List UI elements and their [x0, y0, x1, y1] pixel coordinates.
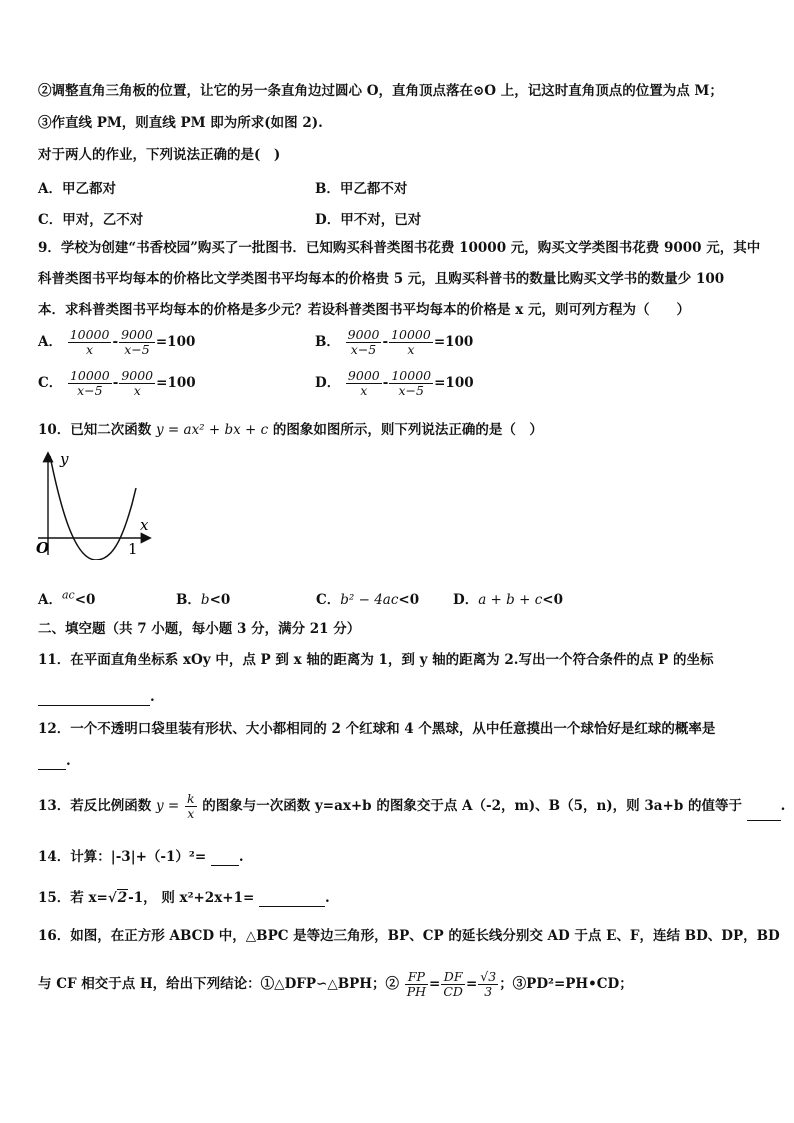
- q9-line1: 9．学校为创建“书香校园”购买了一批图书．已知购买科普类图书花费 10000 元，购买文学类图书花费 9000 元，其中: [38, 240, 761, 256]
- q11-text: 11．在平面直角坐标系 xOy 中，点 P 到 x 轴的距离为 1，到 y 轴的距离为 2.写出一个符合条件的点 P 的坐标: [38, 652, 714, 668]
- y-axis-label: y: [60, 450, 69, 468]
- q13-blank[interactable]: [747, 820, 781, 821]
- q12-blank[interactable]: [38, 769, 66, 770]
- q8-option-a: A．甲乙都对: [38, 181, 116, 197]
- q8-option-b: B．甲乙都不对: [315, 181, 408, 197]
- q9-option-b: B． $\frac{9000}{x-5}$ - $\frac{10000}{x}$ =100: [315, 327, 474, 357]
- q9-option-d: D． $\frac{9000}{x}$ - $\frac{10000}{x-5}$ =100: [315, 368, 474, 398]
- q12-answer-line: .: [38, 752, 71, 770]
- step2-text: ②调整直角三角板的位置，让它的另一条直角边过圆心 O，直角顶点落在⊙O 上，记这时直角顶点的位置为点 M；: [38, 83, 723, 99]
- q10-option-c: C．b² − 4ac<0: [316, 592, 420, 608]
- q10-stem: 10．已知二次函数 y = ax² + bx + c 的图象如图所示，则下列说法正确的是（ ）: [38, 422, 543, 438]
- q10-option-d: D．a + b + c<0: [453, 592, 563, 608]
- q11-blank[interactable]: [38, 705, 150, 706]
- q14-text: 14．计算：|-3|+（-1）²= .: [38, 849, 244, 865]
- q9-line3: 本．求科普类图书平均每本的价格是多少元？若设科普类图书平均每本的价格是 x 元，则可列方程为（ ）: [38, 302, 690, 318]
- q14-blank[interactable]: [211, 865, 239, 866]
- q10-formula: y = ax² + bx + c: [156, 422, 269, 438]
- q15-text: 15．若 x=√2-1， 则 x²+2x+1= .: [38, 890, 330, 906]
- q9-option-a: A． $\frac{10000}{x}$ - $\frac{9000}{x-5}$ =100: [38, 327, 196, 357]
- q16-line1: 16．如图，在正方形 ABCD 中，△BPC 是等边三角形，BP、CP 的延长线分别交 AD 于点 E、F，连结 BD、DP，BD: [38, 928, 780, 944]
- q10-option-a: A．$^{ac}$<0: [38, 588, 96, 608]
- q10-option-b: B．b<0: [176, 592, 231, 608]
- q11-answer-line: .: [38, 688, 155, 706]
- q9-option-c: C． $\frac{10000}{x-5}$ - $\frac{9000}{x}$ =100: [38, 368, 196, 398]
- x-axis-label: x: [140, 516, 149, 534]
- q8-stem: 对于两人的作业，下列说法正确的是( ): [38, 147, 281, 163]
- parabola-curve: [50, 456, 136, 560]
- q13-text: 13．若反比例函数 y = $\frac{k}{x}$ 的图象与一次函数 y=ax+b 的图象交于点 A（-2，m)、B（5，n)，则 3a+b 的值等于 .: [38, 791, 786, 821]
- section-fill-in-heading: 二、填空题（共 7 小题，每小题 3 分，满分 21 分）: [38, 621, 361, 637]
- step3-text: ③作直线 PM，则直线 PM 即为所求(如图 2).: [38, 115, 323, 131]
- tick-label-1: 1: [128, 540, 138, 558]
- q16-line2: 与 CF 相交于点 H，给出下列结论：①△DFP∽△BPH；② $\frac{FP}{PH}$ = $\frac{DF}{CD}$ = $\frac{√3}{3}$ ；③PD²=PH•CD；: [38, 969, 633, 999]
- q8-option-d: D．甲不对，已对: [315, 212, 422, 228]
- q9-line2: 科普类图书平均每本的价格比文学类图书平均每本的价格贵 5 元，且购买科普书的数量比购买文学书的数量少 100: [38, 271, 725, 287]
- q12-text: 12．一个不透明口袋里装有形状、大小都相同的 2 个红球和 4 个黑球，从中任意摸出一个球恰好是红球的概率是: [38, 721, 716, 737]
- q15-blank[interactable]: [259, 906, 325, 907]
- q8-option-c: C．甲对，乙不对: [38, 212, 144, 228]
- parabola-graph: [34, 450, 154, 560]
- origin-label: O: [36, 539, 50, 557]
